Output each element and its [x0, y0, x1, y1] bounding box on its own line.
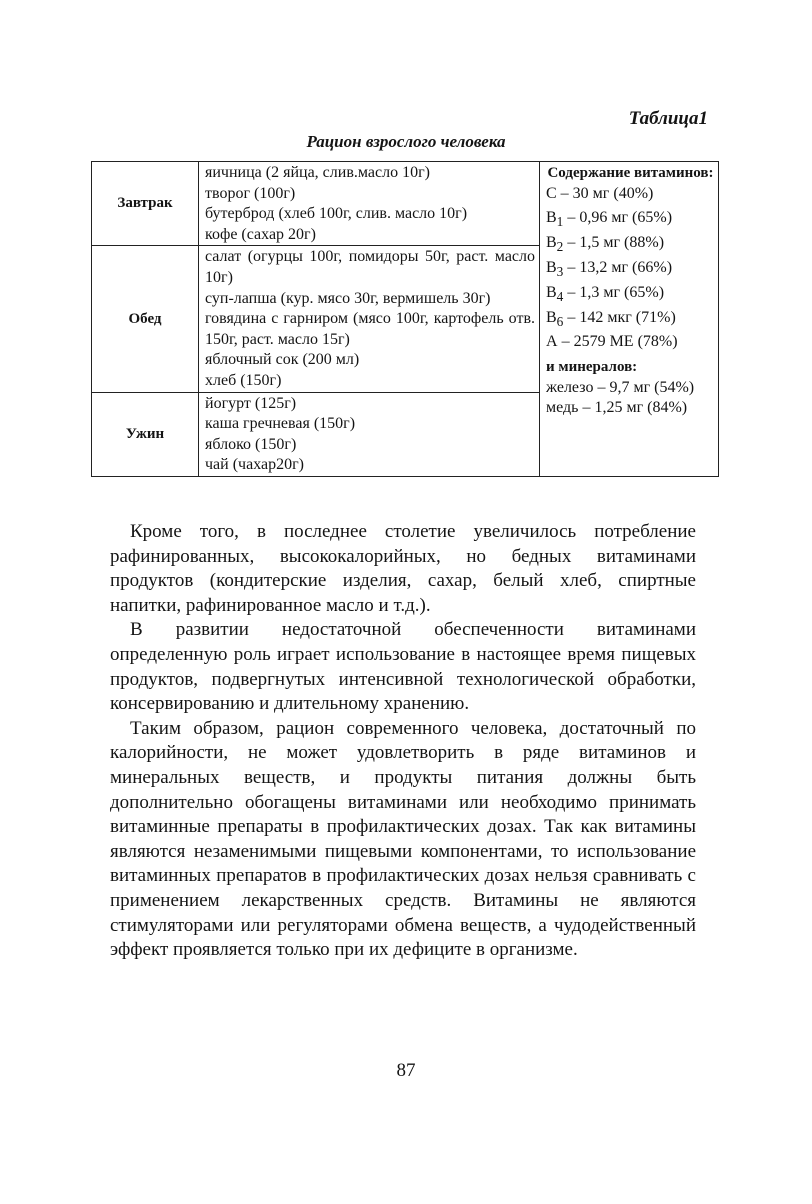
food-item: йогурт (125г) [205, 394, 297, 412]
vitamin-symbol: B [546, 308, 557, 326]
page-number: 87 [396, 1060, 416, 1081]
vitamin-value: 0,96 мг (65%) [579, 209, 673, 227]
food-item: каша гречневая (150г) [205, 415, 356, 433]
body-text [110, 520, 696, 963]
meal-foods-dinner [199, 392, 540, 476]
vitamin-symbol: B [546, 234, 557, 252]
mineral-value: 9,7 мг (54%) [609, 378, 695, 396]
paragraph: Кроме того, в последнее столетие увеличилось потребление рафинированных, высококалорийных, но бедных витаминами продуктов (кондитерские изделия, сахар, белый хлеб, спиртные напитки, рафинированное масло и т.д.). [110, 521, 696, 616]
vitamin-line: $B_6 - 142$ мкг (71%) [546, 308, 676, 329]
table-label: Таблица1 [628, 108, 708, 129]
vitamin-line: $B_4 - 1,3$ мг (65%) [546, 283, 665, 304]
vitamin-value: 13,2 мг (66%) [579, 258, 673, 276]
vitamin-symbol: A [546, 333, 558, 351]
vitamin-value: 142 мкг (71%) [579, 308, 676, 326]
vitamin-value: 1,5 мг (88%) [579, 234, 665, 252]
paragraph: В развитии недостаточной обеспеченности витаминами определенную роль играет использование в настоящее время пищевых продуктов, подвергнутых интенсивной технологической обработки, консервированию и длительному хранению. [110, 619, 696, 715]
vitamin-value: 30 мг (40%) [572, 184, 654, 202]
mineral-name: медь [546, 399, 579, 417]
meal-name-breakfast: Завтрак [92, 162, 199, 246]
mineral-line: железо – 9,7 мг (54%) [546, 378, 695, 396]
food-item: яблочный сок (200 мл) [205, 351, 360, 369]
nutrient-content-cell [540, 162, 719, 477]
food-item: яблоко (150г) [205, 435, 297, 453]
food-item: салат (огурцы 100г, помидоры 50г, раст. масло 10г) [205, 248, 535, 286]
food-item: чай (чахар20г) [205, 456, 304, 474]
vitamin-symbol: B [546, 258, 557, 276]
table-title: Рацион взрослого человека [306, 132, 506, 151]
vitamin-value: 1,3 мг (65%) [579, 283, 665, 301]
paragraph: Таким образом, рацион современного человека, достаточный по калорийности, не может удовлетворить в ряде витаминов и минеральных веществ, и продукты питания должны быть дополнительно обогащены витаминами или необходимо принимать витаминные препараты в профилактических дозах. Так как витамины являются незаменимыми пищевыми компонентами, то использование витаминных препаратов в профилактических дозах нельзя сравнивать с применением лекарственных средств. Витамины не являются стимуляторами или регуляторами обмена веществ, а чудодейственный эффект проявляется только при их дефиците в организме. [110, 717, 696, 961]
vitamin-subscript: 4 [556, 288, 564, 304]
vitamin-line: $B_2 - 1,5$ мг (88%) [546, 234, 665, 255]
meal-name-lunch: Обед [92, 246, 199, 392]
food-item: говядина с гарниром (мясо 100г, картофель отв. 150г, раст. масло 15г) [205, 310, 535, 348]
food-item: бутерброд (хлеб 100г, слив. масло 10г) [205, 205, 468, 223]
vitamin-subscript: 3 [556, 264, 564, 280]
vitamin-value: 2579 МЕ (78%) [573, 333, 678, 351]
diet-table [91, 161, 719, 477]
food-item: яичница (2 яйца, слив.масло 10г) [205, 164, 430, 181]
table-row-breakfast [92, 162, 719, 246]
vitamin-line: A – 2579 МЕ (78%) [546, 333, 678, 351]
meal-name-dinner: Ужин [92, 392, 199, 476]
meal-foods-breakfast [199, 162, 540, 246]
vitamin-line: C – 30 мг (40%) [546, 184, 654, 202]
mineral-line: медь – 1,25 мг (84%) [546, 399, 688, 417]
vitamin-symbol: C [546, 184, 557, 202]
meal-foods-lunch [199, 246, 540, 392]
vitamin-symbol: B [546, 209, 557, 227]
vitamin-subscript: 2 [556, 239, 564, 255]
minerals-heading: и минералов: [546, 359, 638, 376]
mineral-name: железо [546, 378, 594, 396]
mineral-value: 1,25 мг (84%) [594, 399, 688, 417]
food-item: кофе (сахар 20г) [205, 225, 316, 243]
food-item: суп-лапша (кур. мясо 30г, вермишель 30г) [205, 289, 491, 307]
food-item: творог (100г) [205, 184, 296, 202]
vitamin-line: $B_1 - 0,96$ мг (65%) [546, 209, 673, 230]
vitamins-heading: Содержание витаминов: [547, 165, 714, 181]
vitamin-line: $B_3 - 13,2$ мг (66%) [546, 258, 673, 280]
vitamin-subscript: 6 [556, 313, 564, 329]
vitamin-symbol: B [546, 283, 557, 301]
vitamin-subscript: 1 [556, 214, 564, 230]
food-item: хлеб (150г) [205, 371, 282, 389]
